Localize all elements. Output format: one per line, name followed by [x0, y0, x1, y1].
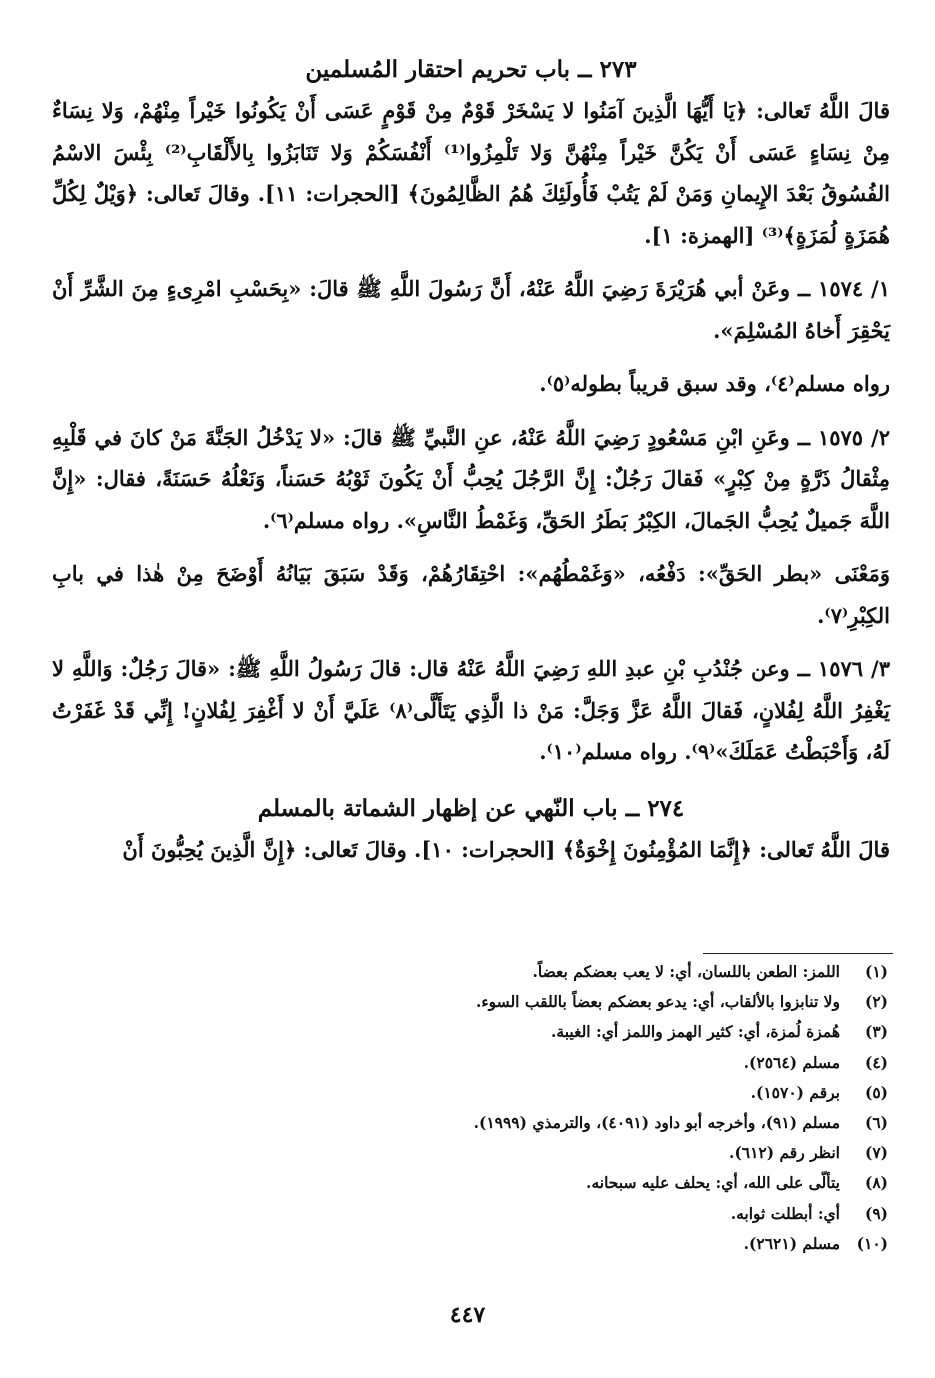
hadith-1574: ١/ ١٥٧٤ ــ وعَنْ أبي هُرَيْرَةَ رَضِيَ اللَّهُ عَنْهُ، أَنَّ رَسُولَ اللَّهِ ﷺ قالَ: «بِحَسْبِ امْرِىءٍ مِنَ الشَّرِّ أَنْ يَحْقِرَ أَخاهُ المُسْلِمَ».: [52, 276, 890, 343]
footnote-number: (١٠): [856, 1233, 888, 1253]
footnote-number: (٣): [864, 1022, 888, 1042]
footnote-item: [52, 1138, 892, 1168]
chapter-title-273: ٢٧٣ ــ باب تحريم احتقار المُسلمين: [305, 56, 637, 83]
footnote-item: [52, 1229, 892, 1259]
footnote-text: اللمز: الطعن باللسان، أي: لا يعب بعضكم بعضاً.: [532, 962, 840, 981]
page-number: ٤٤٧: [449, 1302, 486, 1328]
footnote-item: [52, 1168, 892, 1198]
footnote-text: يتألّى على الله، أي: يحلف عليه سبحانه.: [586, 1173, 840, 1193]
hadith-1576: ٣/ ١٥٧٦ ــ وعن جُنْدُبِ بْنِ عبدِ اللهِ رَضِيَ اللَّهُ عَنْهُ قال: قالَ رَسُولُ اللَّهِ ﷺ: «قالَ رَجُلٌ: وَاللَّهِ لا يَغْفِرُ اللَّهُ لِفُلانٍ، فَقالَ اللَّهُ عَزَّ وَجَلَّ: مَنْ ذا الَّذِي يَتَأَلَّى⁽٨⁾ عَلَيَّ أَنْ لا أَغْفِرَ لِفُلانٍ! إِنِّي قَدْ غَفَرْتُ لَهُ، وَأَحْبَطْتُ عَمَلَكَ»⁽٩⁾. رواه مسلم⁽١٠⁾.: [52, 656, 891, 764]
hadith-1575-meaning: وَمَعْنَى «بطر الحَقِّ»: دَفْعُه، «وَغَمْطُهُم»: احْتِقَارُهُمْ، وَقَدْ سَبَقَ بَيَانُهُ أَوْضَحَ مِنْ هٰذا في بابِ الكِبْرِ⁽٧⁾.: [52, 561, 890, 628]
footnote-item: [52, 1078, 892, 1108]
footnote-text: مسلم (٢٦٢١).: [743, 1233, 840, 1253]
footnote-item: [52, 1017, 892, 1047]
hadith-1574-source: رواه مسلم⁽٤⁾، وقد سبق قريباً بطوله⁽٥⁾.: [539, 371, 890, 396]
footnote-number: (٥): [864, 1082, 888, 1102]
footnote-text: أي: أبطلت ثوابه.: [730, 1203, 840, 1223]
footnote-text: مسلم (٢٥٦٤).: [743, 1052, 840, 1072]
chapter-title-274: ٢٧٤ ــ باب النّهي عن إظهار الشماتة بالمسلم: [257, 794, 685, 822]
footnote-item: [52, 1199, 892, 1229]
footnote-number: (٨): [864, 1173, 888, 1193]
footnotes-list: [52, 957, 892, 1259]
page-body: [52, 50, 890, 870]
chapter-273-intro: قالَ اللَّهُ تَعالى: ﴿يَا أَيُّهَا الَّذِينَ آمَنُوا لا يَسْخَرْ قَوْمٌ مِنْ قَوْمٍ عَسَى أَنْ يَكُونُوا خَيْراً مِنْهُمْ، وَلا نِسَاءٌ مِنْ نِسَاءٍ عَسَى أَنْ يَكُنَّ خَيْراً مِنْهُنَّ وَلا تَلْمِزُوا⁽¹⁾ أَنْفُسَكُمْ وَلا تَنَابَزُوا بِالأَلْقَابِ⁽²⁾ بِئْسَ الاسْمُ الفُسُوقُ بَعْدَ الإِيمانِ وَمَنْ لَمْ يَتُبْ فَأُولَئِكَ هُمُ الظَّالِمُونَ﴾ [الحجرات: ١١]. وقالَ تَعالى: ﴿وَيْلٌ لِكُلِّ هُمَزَةٍ لُمَزَةٍ﴾⁽³⁾ [الهمزة: ١].: [52, 98, 891, 248]
footnote-number: (٤): [864, 1052, 888, 1072]
footnote-text: مسلم (٩١)، وأخرجه أبو داود (٤٠٩١)، والترمذي (١٩٩٩).: [473, 1113, 840, 1133]
footnote-item: [52, 1108, 892, 1138]
footnote-text: هُمزة لُمزة، أي: كثير الهمز واللمز أي: الغيبة.: [551, 1022, 840, 1042]
footnote-divider: [703, 953, 893, 954]
hadith-1575: ٢/ ١٥٧٥ ــ وعَنِ ابْنِ مَسْعُودٍ رَضِيَ اللَّهُ عَنْهُ، عنِ النَّبيِّ ﷺ قالَ: «لا يَدْخُلُ الجَنَّةَ مَنْ كانَ في قَلْبِهِ مِثْقالُ ذَرَّةٍ مِنْ كِبْرٍ» فَقالَ رَجُلٌ: إِنَّ الرَّجُلَ يُحِبُّ أَنْ يَكُونَ ثَوْبُهُ حَسَناً، وَنَعْلُهُ حَسَنَةً، فقال: «إِنَّ اللَّهَ جَميلٌ يُحِبُّ الجَمالَ، الكِبْرُ بَطَرُ الحَقِّ، وَغَمْطُ النَّاسِ». رواه مسلم⁽٦⁾.: [52, 424, 890, 533]
footnote-number: (٧): [864, 1143, 888, 1163]
footnote-item: [52, 957, 892, 987]
footnote-item: [52, 1048, 892, 1078]
footnote-item: [52, 987, 892, 1017]
footnote-number: (٩): [864, 1203, 888, 1223]
footnote-number: (٦): [864, 1113, 888, 1133]
footnote-number: (٢): [864, 992, 888, 1012]
footnote-number: (١): [864, 962, 888, 981]
footnote-text: انظر رقم (٦١٢).: [729, 1143, 840, 1163]
footnote-text: ولا تنابزوا بالألقاب، أي: يدعو بعضكم بعضاً باللقب السوء.: [475, 992, 840, 1012]
footnote-text: برقم (١٥٧٠).: [750, 1082, 840, 1102]
chapter-274-intro: قالَ اللَّهُ تَعالى: ﴿إِنَّمَا المُؤْمِنُونَ إِخْوَةٌ﴾ [الحجرات: ١٠]. وقالَ تَعالى: ﴿إِنَّ الَّذِينَ يُحِبُّونَ أَنْ: [122, 836, 890, 862]
